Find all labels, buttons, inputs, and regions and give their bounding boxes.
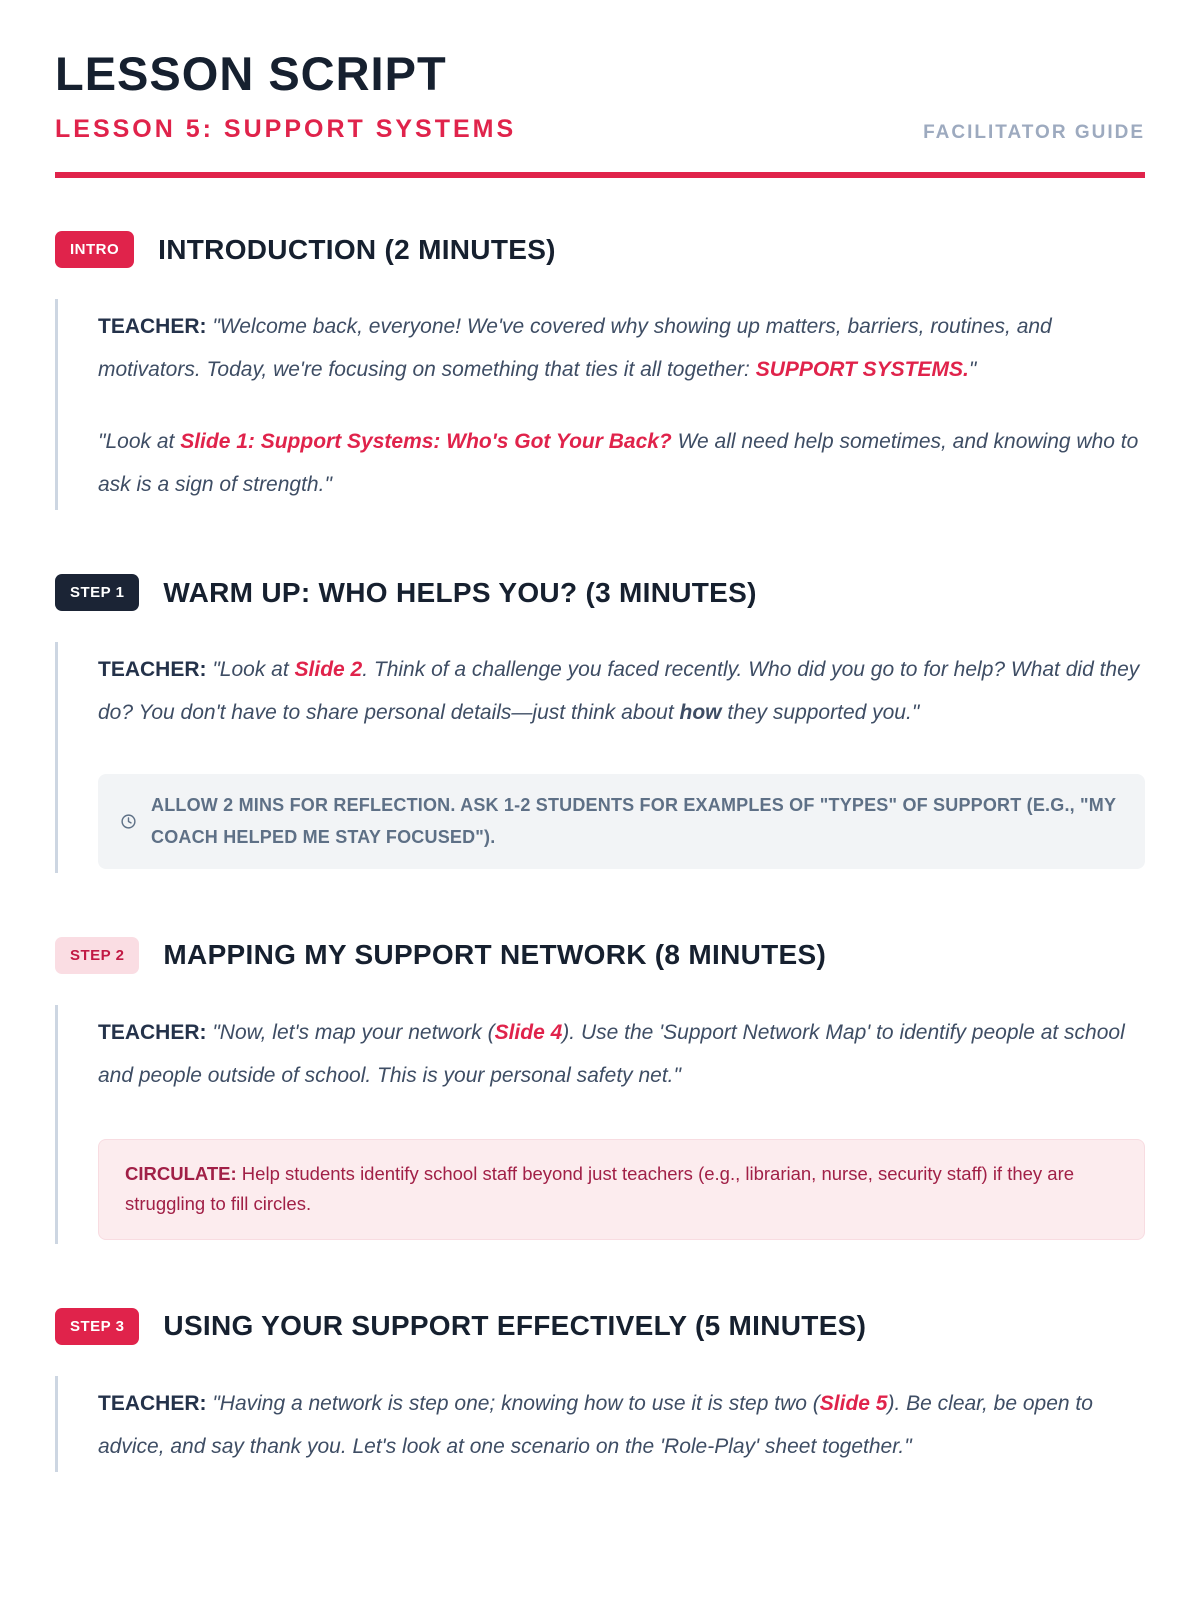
teacher-text: . Think of a challenge you faced recently. Who did you go to for help? What did they do? You don't have to share personal details—just think about xyxy=(98,658,1140,724)
section-step-1 xyxy=(55,574,1145,873)
section-step-2-script xyxy=(55,1005,1145,1244)
teacher-line xyxy=(98,305,1145,391)
step-2-badge: STEP 2 xyxy=(55,937,139,974)
teacher-text: "Welcome back, everyone! We've covered why showing up matters, barriers, routines, and motivators. Today, we're focusing on something that ties it all together: xyxy=(98,315,1052,381)
slide-reference: Slide 2 xyxy=(294,658,363,681)
teacher-text: "Look at xyxy=(206,658,295,681)
section-step-2-header xyxy=(55,937,1145,974)
subtitle-row xyxy=(55,115,1145,144)
section-step-2 xyxy=(55,937,1145,1244)
slide-reference: Slide 5 xyxy=(819,1391,888,1415)
teacher-text: "Having a network is step one; knowing how to use it is step two ( xyxy=(206,1391,820,1415)
speaker-label: TEACHER: xyxy=(98,1391,207,1415)
clock-icon xyxy=(120,813,137,830)
timing-note-text: ALLOW 2 MINS FOR REFLECTION. ASK 1-2 STUDENTS FOR EXAMPLES OF "TYPES" OF SUPPORT (E.G., "MY COACH HELPED ME STAY FOCUSED"). xyxy=(151,795,1116,848)
speaker-label: TEACHER: xyxy=(98,658,207,681)
section-step-2-title: MAPPING MY SUPPORT NETWORK (8 MINUTES) xyxy=(163,939,827,971)
teacher-line xyxy=(98,1011,1145,1097)
section-intro-script xyxy=(55,299,1145,510)
slide-reference: Slide 4 xyxy=(494,1020,563,1044)
header-divider xyxy=(55,172,1145,178)
section-intro xyxy=(55,231,1145,510)
page-title: LESSON SCRIPT xyxy=(55,47,447,100)
teacher-text: " xyxy=(968,358,977,381)
teacher-text: "Look at xyxy=(98,430,181,453)
teacher-line xyxy=(98,648,1145,734)
teacher-line xyxy=(98,420,1145,506)
section-intro-header xyxy=(55,231,1145,268)
step-1-badge: STEP 1 xyxy=(55,574,139,611)
teacher-text: they supported you." xyxy=(721,701,920,724)
section-step-1-title: WARM UP: WHO HELPS YOU? (3 MINUTES) xyxy=(163,576,757,608)
circulate-label: CIRCULATE: xyxy=(125,1162,237,1184)
teacher-text: "Now, let's map your network ( xyxy=(206,1020,495,1044)
speaker-label: TEACHER: xyxy=(98,1020,207,1044)
teacher-text: ). Be clear, be open to advice, and say thank you. Let's look at one scenario on the 'Role-Play' sheet together." xyxy=(98,1391,1093,1458)
emphasis-text: how xyxy=(679,701,722,724)
document-header xyxy=(55,47,1145,178)
section-step-3-script xyxy=(55,1376,1145,1472)
highlight-text: SUPPORT SYSTEMS. xyxy=(755,358,969,381)
section-step-3-header xyxy=(55,1308,1145,1345)
circulate-callout xyxy=(98,1139,1145,1240)
facilitator-guide-label: FACILITATOR GUIDE xyxy=(923,122,1145,143)
section-step-1-header xyxy=(55,574,1145,611)
speaker-label: TEACHER: xyxy=(98,315,207,338)
circulate-text: Help students identify school staff beyond just teachers (e.g., librarian, nurse, security staff) if they are struggling to fill circles. xyxy=(125,1162,1075,1215)
teacher-text: ). Use the 'Support Network Map' to identify people at school and people outside of school. This is your personal safety net." xyxy=(98,1020,1125,1087)
timing-note xyxy=(98,774,1145,869)
slide-reference: Slide 1: Support Systems: Who's Got Your Back? xyxy=(180,430,672,453)
section-step-3 xyxy=(55,1308,1145,1472)
step-3-badge: STEP 3 xyxy=(55,1308,139,1345)
teacher-line xyxy=(98,1382,1145,1468)
lesson-subtitle: LESSON 5: SUPPORT SYSTEMS xyxy=(55,115,517,143)
section-step-3-title: USING YOUR SUPPORT EFFECTIVELY (5 MINUTES) xyxy=(163,1310,867,1342)
teacher-text: We all need help sometimes, and knowing who to ask is a sign of strength." xyxy=(98,430,1139,496)
section-intro-title: INTRODUCTION (2 MINUTES) xyxy=(158,233,556,265)
intro-badge: INTRO xyxy=(55,231,134,268)
section-step-1-script xyxy=(55,642,1145,873)
